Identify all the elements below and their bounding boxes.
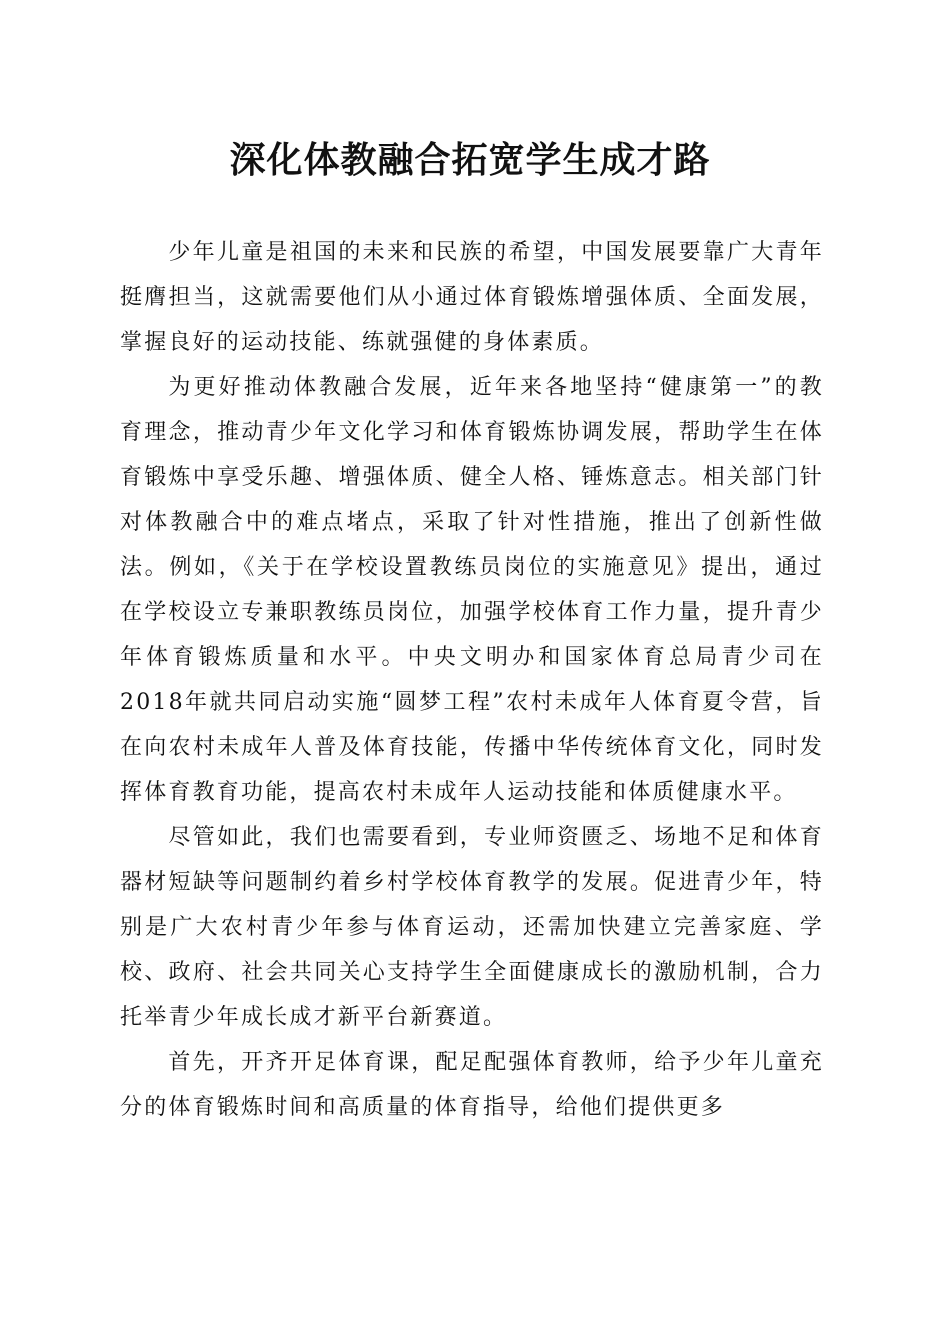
- document-body: [120, 230, 824, 1130]
- paragraph-2: 为更好推动体教融合发展，近年来各地坚持“健康第一”的教育理念，推动青少年文化学习和体育锻炼协调发展，帮助学生在体育锻炼中享受乐趣、增强体质、健全人格、锤炼意志。相关部门针对体教融合中的难点堵点，采取了针对性措施，推出了创新性做法。例如，《关于在学校设置教练员岗位的实施意见》提出，通过在学校设立专兼职教练员岗位，加强学校体育工作力量，提升青少年体育锻炼质量和水平。中央文明办和国家体育总局青少司在2018年就共同启动实施“圆梦工程”农村未成年人体育夏令营，旨在向农村未成年人普及体育技能，传播中华传统体育文化，同时发挥体育教育功能，提高农村未成年人运动技能和体质健康水平。: [120, 375, 824, 805]
- paragraph-4: 首先，开齐开足体育课，配足配强体育教师，给予少年儿童充分的体育锻炼时间和高质量的体育指导，给他们提供更多: [120, 1050, 824, 1120]
- document-title: 深化体教融合拓宽学生成才路: [229, 139, 711, 181]
- paragraph-1: 少年儿童是祖国的未来和民族的希望，中国发展要靠广大青年挺膺担当，这就需要他们从小通过体育锻炼增强体质、全面发展，掌握良好的运动技能、练就强健的身体素质。: [120, 240, 824, 355]
- paragraph-3: 尽管如此，我们也需要看到，专业师资匮乏、场地不足和体育器材短缺等问题制约着乡村学校体育教学的发展。促进青少年，特别是广大农村青少年参与体育运动，还需加快建立完善家庭、学校、政府、社会共同关心支持学生全面健康成长的激励机制，合力托举青少年成长成才新平台新赛道。: [120, 825, 824, 1030]
